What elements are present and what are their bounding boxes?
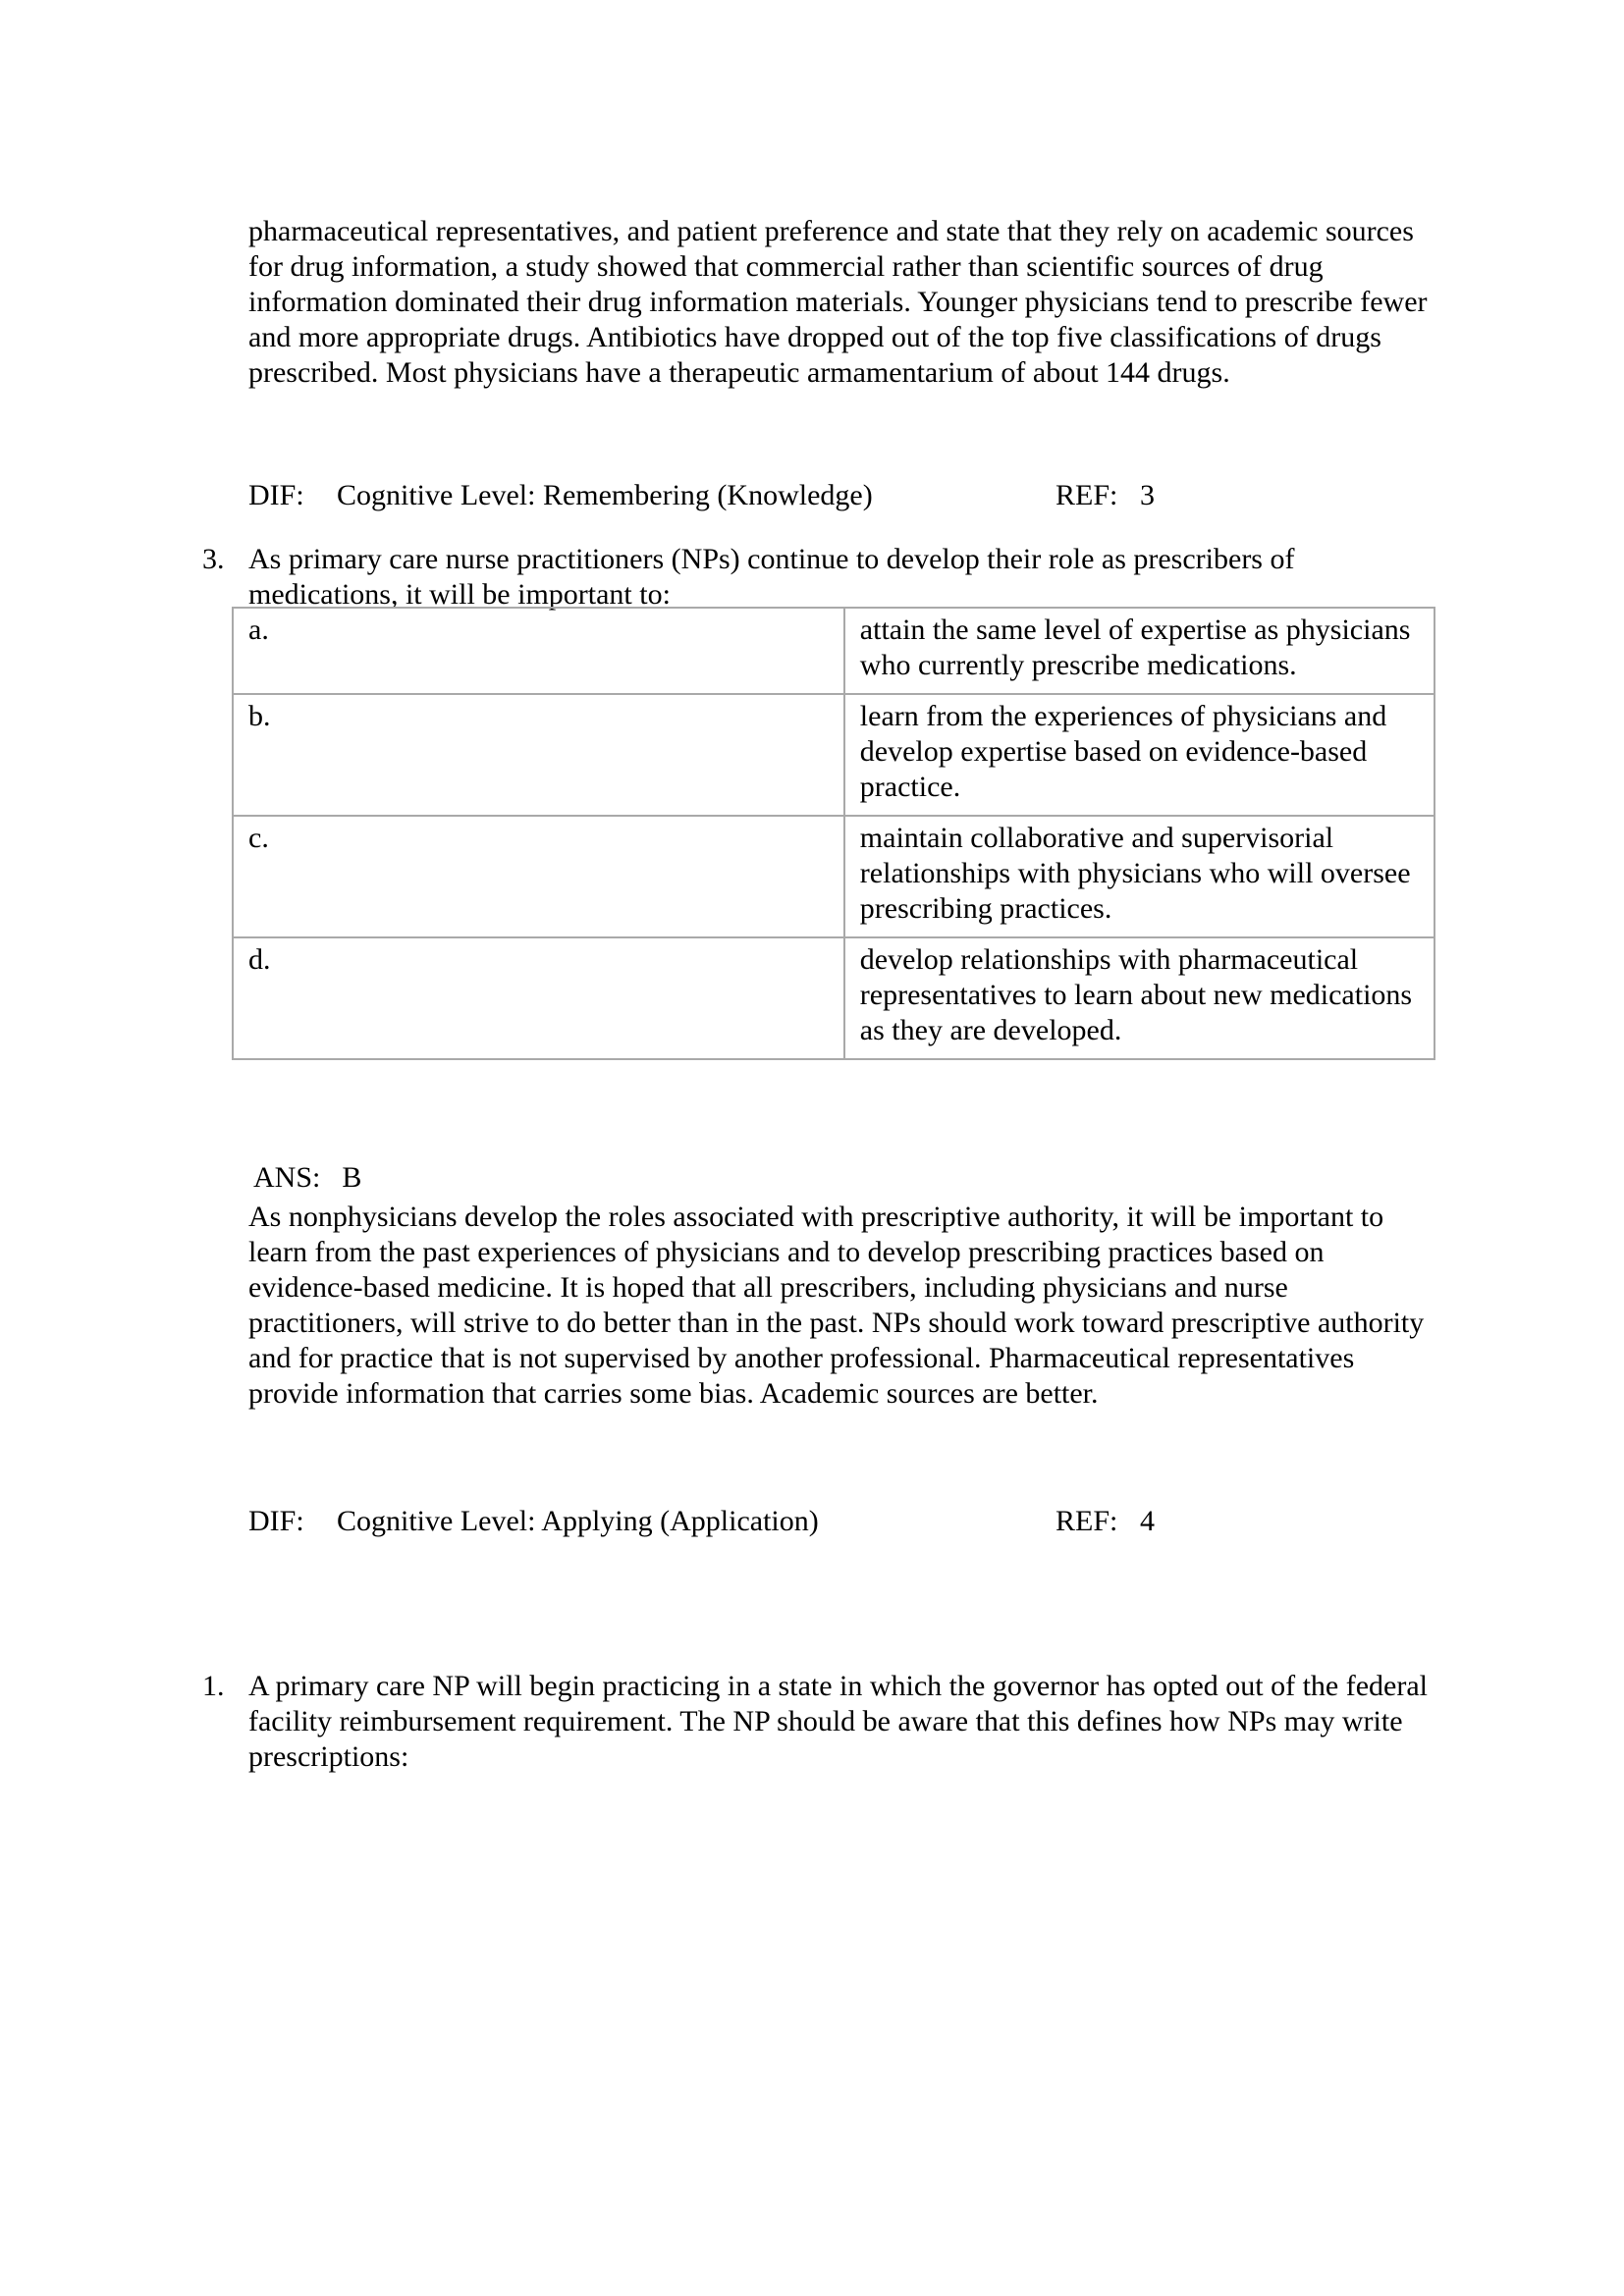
ref-value: 3 [1140,479,1155,511]
cognitive-level-text: Cognitive Level: Applying (Application) [337,1505,819,1537]
option-letter-cell: a. [233,608,844,694]
option-text-cell: develop relationships with pharmaceutical representatives to learn about new medications as they are developed. [844,937,1435,1059]
options-table [232,607,1435,1060]
question-3 [202,542,1439,613]
answer-label: ANS: [253,1161,321,1194]
ref-value: 4 [1140,1505,1155,1537]
option-row-b [233,694,1435,816]
question-stem: A primary care NP will begin practicing in a state in which the governor has opted out of the federal facility reimbursement requirement. The NP should be aware that this defines how NPs may write prescriptions: [248,1670,1429,1773]
dif-label: DIF: [248,1505,304,1537]
rationale-paragraph: As nonphysicians develop the roles associated with prescriptive authority, it will be important to learn from the past experiences of physicians and to develop prescribing practices based on evidence-based medicine. It is hoped that all prescribers, including physicians and nurse practitioners, will strive to do better than in the past. NPs should work toward prescriptive authority and for practice that is not supervised by another professional. Pharmaceutical representatives provide information that carries some bias. Academic sources are better. [248,1201,1425,1410]
dif-ref-line-2 [248,1504,1432,1543]
question-1 [202,1669,1439,1775]
cognitive-level-text: Cognitive Level: Remembering (Knowledge) [337,479,873,511]
answer-line [253,1160,1432,1196]
intro-rationale-paragraph: pharmaceutical representatives, and patient preference and state that they rely on academic sources for drug information, a study showed that commercial rather than scientific sources of drug information dominated their drug information materials. Younger physicians tend to prescribe fewer and more appropriate drugs. Antibiotics have dropped out of the top five classifications of drugs prescribed. Most physicians have a therapeutic armamentarium of about 144 drugs. [248,215,1428,389]
option-row-c [233,816,1435,937]
dif-label: DIF: [248,479,304,511]
dif-ref-line-1 [248,478,1432,517]
option-row-d [233,937,1435,1059]
question-number: 3. [202,543,225,575]
option-text-cell: maintain collaborative and supervisorial relationships with physicians who will oversee prescribing practices. [844,816,1435,937]
option-letter-cell: b. [233,694,844,816]
option-row-a [233,608,1435,694]
option-text-cell: learn from the experiences of physicians and develop expertise based on evidence-based practice. [844,694,1435,816]
option-letter-cell: d. [233,937,844,1059]
option-letter-cell: c. [233,816,844,937]
ref-label: REF: [1056,479,1118,511]
answer-value: B [342,1161,362,1194]
ref-label: REF: [1056,1505,1118,1537]
question-stem: As primary care nurse practitioners (NPs) continue to develop their role as prescribers of medications, it will be important to: [248,543,1295,611]
option-text-cell: attain the same level of expertise as physicians who currently prescribe medications. [844,608,1435,694]
question-number: 1. [202,1670,225,1702]
